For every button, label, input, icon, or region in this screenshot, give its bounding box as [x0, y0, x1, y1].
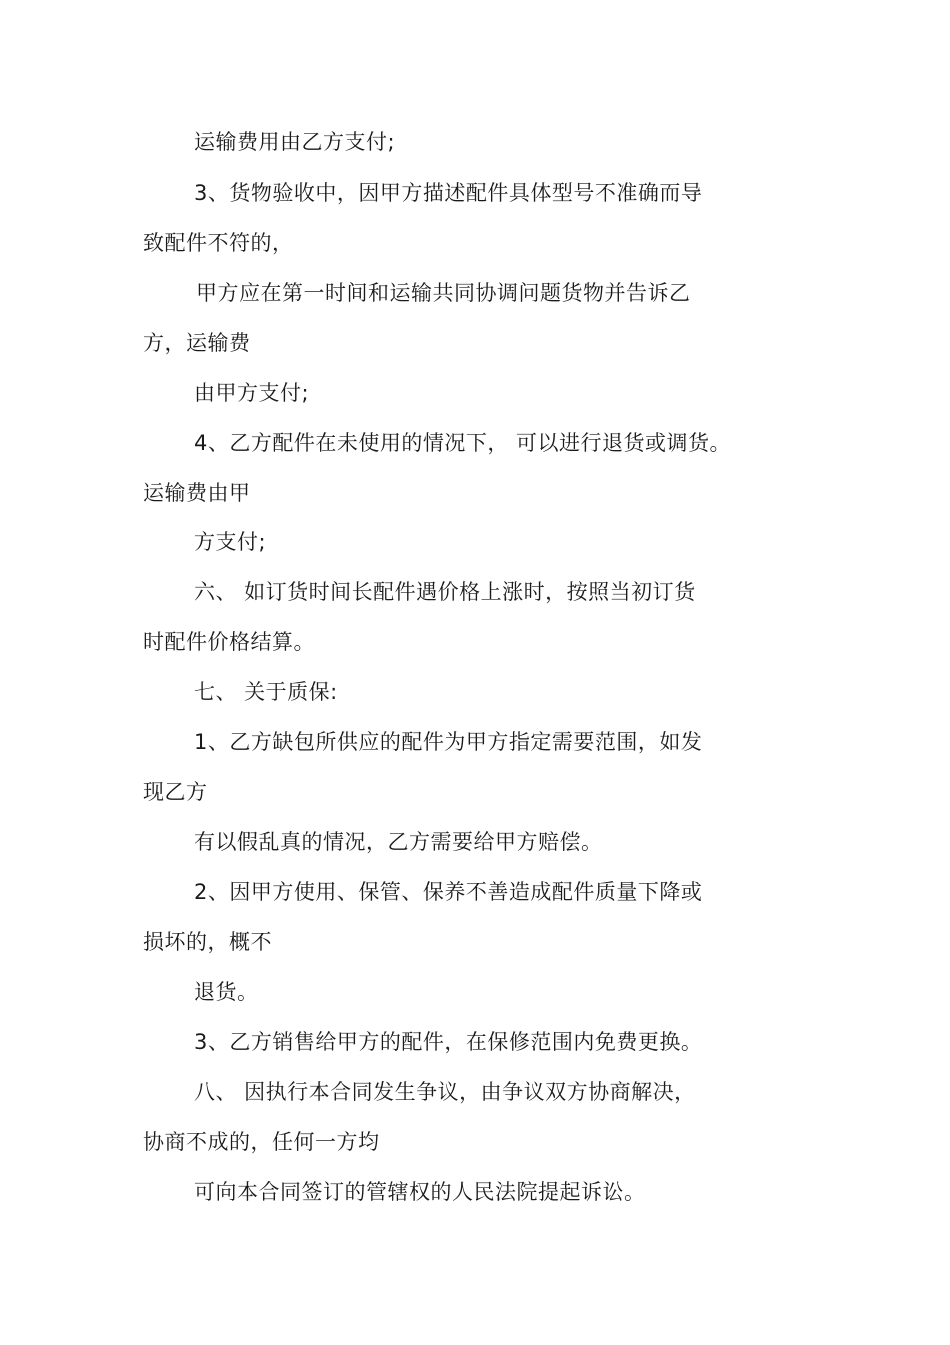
text-line: 4、乙方配件在未使用的情况下， 可以进行退货或调货。: [194, 431, 732, 455]
text-line: 时配件价格结算。: [143, 630, 315, 654]
text-line: 甲方应在第一时间和运输共同协调问题货物并告诉乙: [196, 281, 691, 305]
text-line: 3、乙方销售给甲方的配件，在保修范围内免费更换。: [194, 1030, 703, 1054]
text-line: 退货。: [194, 980, 259, 1004]
text-line: 八、 因执行本合同发生争议，由争议双方协商解决，: [194, 1080, 696, 1104]
text-line: 损坏的，概不: [143, 930, 272, 954]
text-line: 六、 如订货时间长配件遇价格上涨时，按照当初订货: [194, 580, 696, 604]
text-line: 运输费由甲: [143, 481, 251, 505]
text-line: 现乙方: [143, 780, 208, 804]
text-line: 3、货物验收中，因甲方描述配件具体型号不准确而导: [194, 181, 703, 205]
text-line: 有以假乱真的情况，乙方需要给甲方赔偿。: [194, 830, 603, 854]
text-line: 2、因甲方使用、保管、保养不善造成配件质量下降或: [194, 880, 703, 904]
text-line: 运输费用由乙方支付;: [194, 130, 396, 154]
text-line: 可向本合同签订的管辖权的人民法院提起诉讼。: [194, 1180, 646, 1204]
text-line: 七、 关于质保:: [194, 680, 338, 704]
text-line: 协商不成的，任何一方均: [143, 1130, 380, 1154]
text-line: 方，运输费: [143, 331, 251, 355]
text-line: 方支付;: [194, 530, 267, 554]
text-line: 致配件不符的，: [143, 231, 294, 255]
text-line: 1、乙方缺包所供应的配件为甲方指定需要范围，如发: [194, 730, 703, 754]
text-line: 由甲方支付;: [194, 381, 310, 405]
